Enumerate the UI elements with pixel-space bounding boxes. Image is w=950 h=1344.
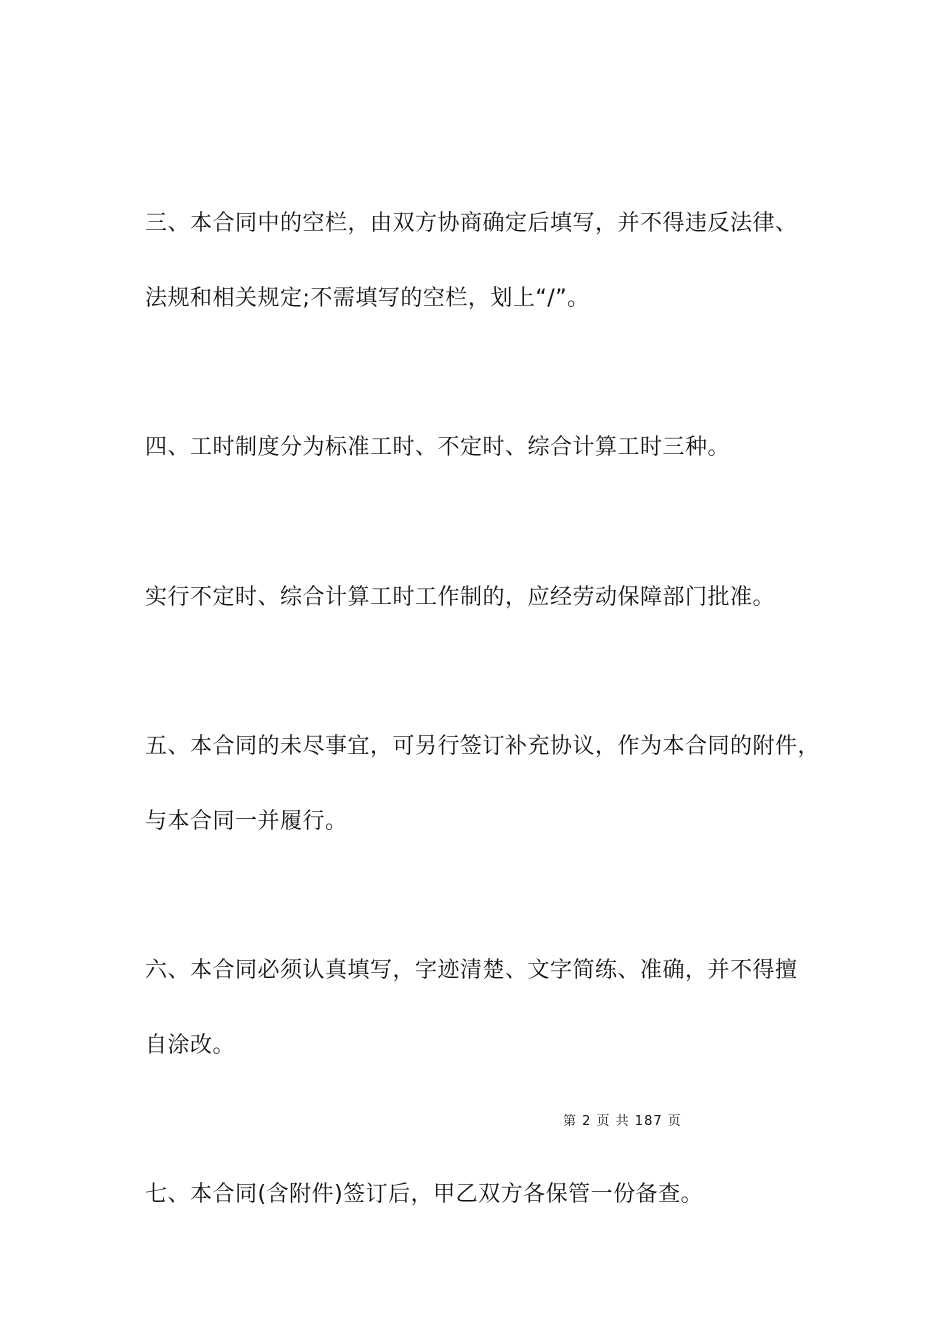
- clause-three-line-2: 法规和相关规定;不需填写的空栏，划上“/”。: [145, 286, 590, 311]
- clause-three-line-1: 三、本合同中的空栏，由双方协商确定后填写，并不得违反法律、: [145, 211, 798, 236]
- clause-four-line-1: 四、工时制度分为标准工时、不定时、综合计算工时三种。: [145, 435, 731, 460]
- clause-six-line-2: 自涂改。: [145, 1033, 236, 1058]
- clause-six-line-1: 六、本合同必须认真填写，字迹清楚、文字简练、准确，并不得擅: [145, 958, 798, 983]
- clause-five-line-1: 五、本合同的未尽事宜，可另行签订补充协议，作为本合同的附件，: [145, 734, 821, 759]
- clause-five-line-2: 与本合同一并履行。: [145, 809, 348, 834]
- clause-four-note-line-1: 实行不定时、综合计算工时工作制的，应经劳动保障部门批准。: [145, 585, 776, 610]
- clause-seven-line-1: 七、本合同(含附件)签订后，甲乙双方各保管一份备查。: [145, 1182, 704, 1207]
- page-footer: 第 2 页 共 187 页: [563, 1114, 682, 1129]
